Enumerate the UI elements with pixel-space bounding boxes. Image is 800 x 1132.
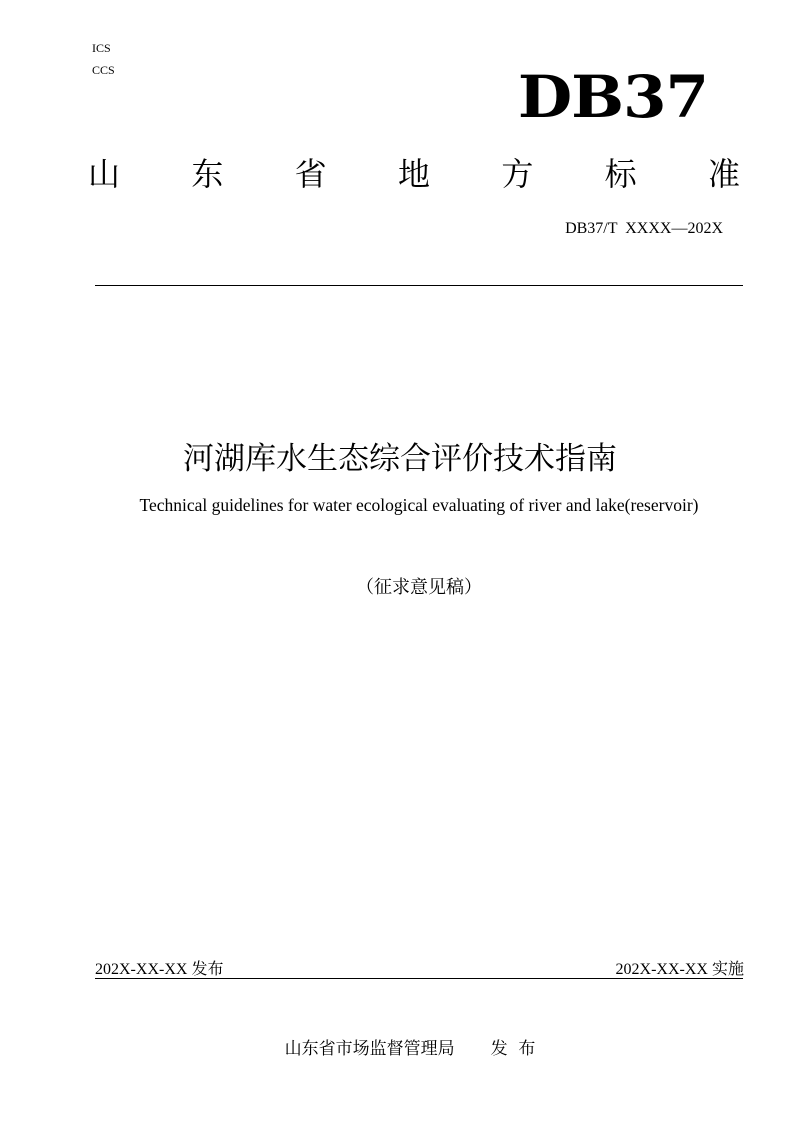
issuer-name: 山东省市场监督管理局: [284, 1039, 455, 1059]
ccs-label: CCS: [92, 63, 115, 77]
publish-date-line: [95, 956, 223, 979]
standard-type-char: 地: [397, 155, 430, 193]
implement-date-line: [616, 956, 744, 979]
draft-note: （征求意见稿）: [356, 577, 482, 598]
standard-type-char: 省: [294, 155, 327, 193]
standard-type-heading: [88, 152, 740, 196]
standard-type-char: 方: [501, 155, 534, 193]
document-title-en: Technical guidelines for water ecological evaluating of river and lake(reservoir): [139, 495, 699, 515]
publish-label: 发布: [191, 959, 224, 978]
standard-type-char: 准: [707, 155, 740, 193]
standard-type-char: 标: [604, 155, 637, 193]
ics-label: ICS: [92, 41, 111, 55]
implement-date: 202X-XX-XX: [615, 961, 708, 978]
standard-code: DB37/T XXXX—202X: [565, 220, 723, 237]
publish-date: 202X-XX-XX: [95, 961, 188, 978]
document-title-zh: 河湖库水生态综合评价技术指南: [183, 441, 617, 477]
implement-label: 实施: [711, 959, 744, 978]
issuer-line: [0, 1034, 800, 1059]
standard-type-char: 山: [88, 155, 121, 193]
bottom-divider: [95, 978, 743, 979]
issuer-action: 发 布: [490, 1039, 536, 1059]
db37-logo: DB37: [517, 63, 708, 131]
top-divider: [95, 285, 743, 286]
standard-type-char: 东: [191, 155, 224, 193]
